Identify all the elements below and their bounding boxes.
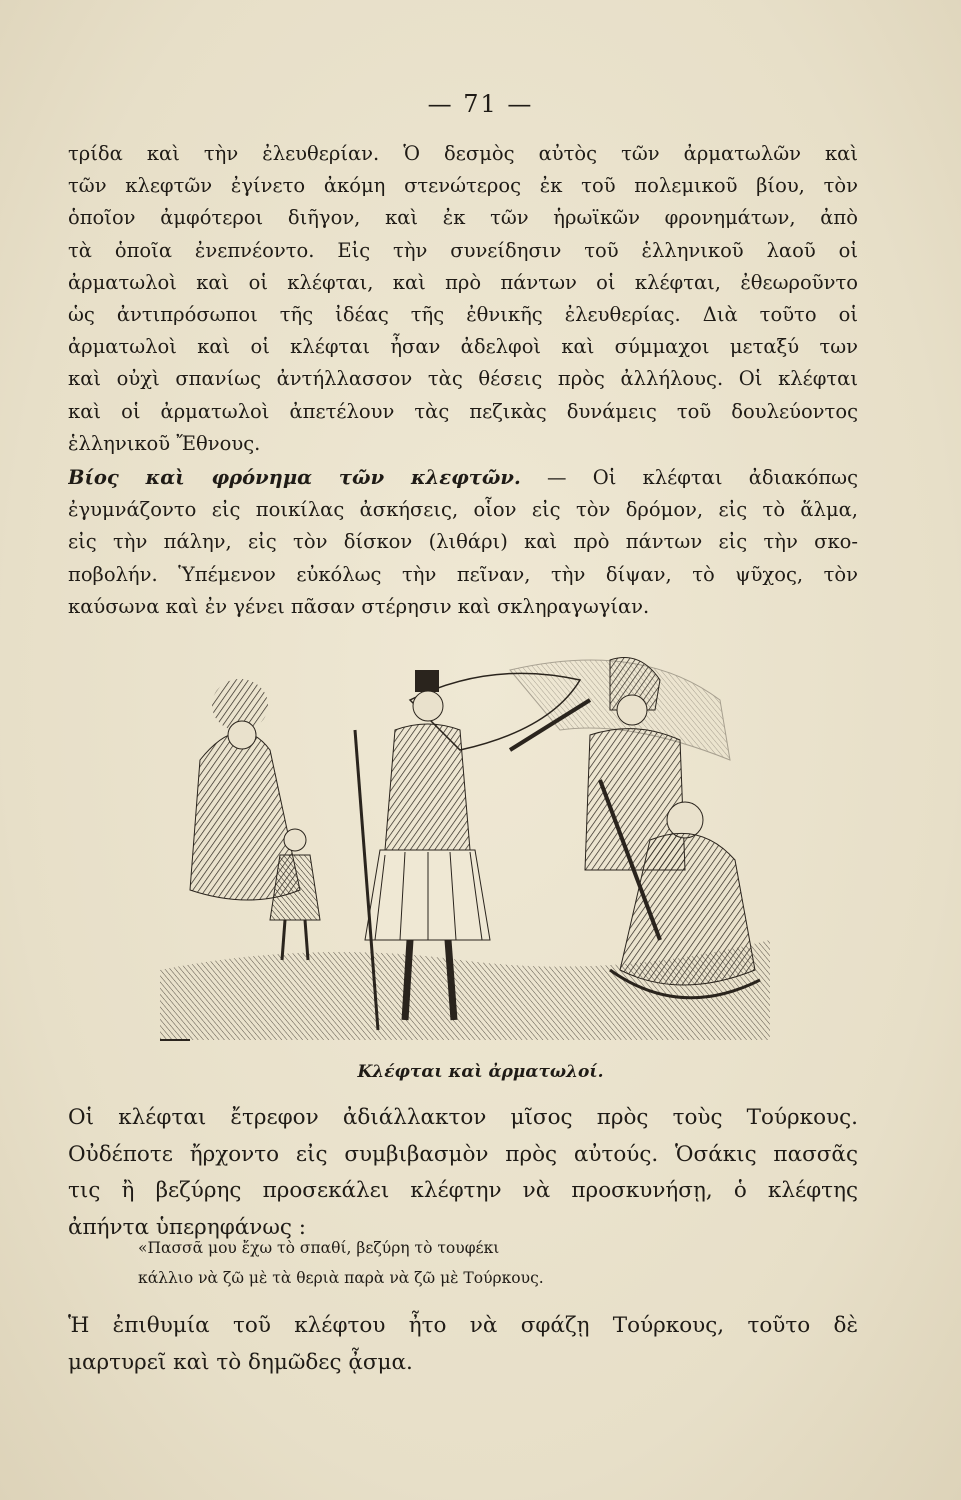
text-line: Οὐδέποτε ἤρχοντο εἰς συμβιβασμὸν πρὸς αὐτούς. Ὁσάκις πασσᾶς bbox=[68, 1141, 858, 1167]
poem-line: «Πασσᾶ μου ἔχω τὸ σπαθί, βεζύρη τὸ τουφέκι bbox=[138, 1239, 500, 1257]
engraving-klephts-armatoloi bbox=[160, 640, 770, 1060]
figure-caption: Κλέφται καὶ ἀρματωλοί. bbox=[357, 1062, 604, 1082]
text-line: ὡς ἀντιπρόσωποι τῆς ἰδέας τῆς ἐθνικῆς ἐλευθερίας. Διὰ τοῦτο οἱ bbox=[68, 303, 858, 327]
text-line: ποβολήν. Ὑπέμενον εὐκόλως τὴν πεῖναν, τὴν δίψαν, τὸ ψῦχος, τὸν bbox=[68, 562, 858, 586]
paragraph-hatred-of-turks bbox=[68, 1100, 858, 1246]
text-line: καὶ οὐχὶ σπανίως ἀντήλλασσον τὰς θέσεις πρὸς ἀλλήλους. Οἱ κλέφται bbox=[68, 367, 858, 391]
text-line: ἑλληνικοῦ Ἔθνους. bbox=[68, 431, 261, 455]
text-line: τὰ ὁποῖα ἐνεπνέοντο. Εἰς τὴν συνείδησιν τοῦ ἑλληνικοῦ λαοῦ οἱ bbox=[68, 238, 858, 262]
text-line: καὶ οἱ ἀρματωλοὶ ἀπετέλουν τὰς πεζικὰς δυνάμεις τοῦ δουλεύοντος bbox=[68, 399, 858, 423]
engraving-illustration bbox=[160, 640, 770, 1060]
page-number: — 71 — bbox=[427, 90, 534, 118]
text-line: μαρτυρεῖ καὶ τὸ δημῶδες ᾆσμα. bbox=[68, 1349, 413, 1375]
paragraph-armatoloi-klephts bbox=[68, 138, 858, 460]
text-line: ἀρματωλοὶ καὶ οἱ κλέφται ἦσαν ἀδελφοὶ καὶ σύμμαχοι μεταξύ των bbox=[68, 335, 858, 359]
paragraph-life-of-klephts bbox=[68, 462, 858, 623]
text-line bbox=[68, 462, 858, 494]
text-line: ἀρματωλοὶ καὶ οἱ κλέφται, καὶ πρὸ πάντων οἱ κλέφται, ἐθεωροῦντο bbox=[68, 270, 858, 294]
poem-quote bbox=[138, 1233, 698, 1293]
section-heading: Βίος καὶ φρόνημα τῶν κλεφτῶν. bbox=[68, 466, 521, 489]
text-line: ὁποῖον ἀμφότεροι διῆγον, καὶ ἐκ τῶν ἡρωϊκῶν φρονημάτων, ἀπὸ bbox=[68, 206, 858, 230]
text-line: ἐγυμνάζοντο εἰς ποικίλας ἀσκήσεις, οἷον εἰς τὸν δρόμον, εἰς τὸ ἅλμα, bbox=[68, 498, 858, 522]
text-line: εἰς τὴν πάλην, εἰς τὸν δίσκον (λιθάρι) καὶ πρὸ πάντων εἰς τὴν σκο- bbox=[68, 530, 858, 554]
text-line: τρίδα καὶ τὴν ἐλευθερίαν. Ὁ δεσμὸς αὐτὸς τῶν ἀρματωλῶν καὶ bbox=[68, 142, 858, 165]
text-line: Οἱ κλέφται ἔτρεφον ἀδιάλλακτον μῖσος πρὸς τοὺς Τούρκους. bbox=[68, 1105, 858, 1130]
poem-line: κάλλιο νὰ ζῶ μὲ τὰ θεριὰ παρὰ νὰ ζῶ μὲ Τούρκους. bbox=[138, 1269, 544, 1287]
text-line: Ἡ ἐπιθυμία τοῦ κλέφτου ἦτο νὰ σφάζῃ Τούρκους, τοῦτο δὲ bbox=[68, 1313, 858, 1338]
paragraph-desire-of-klepht bbox=[68, 1308, 858, 1381]
text-line: τις ἢ βεζύρης προσεκάλει κλέφτην νὰ προσκυνήσῃ, ὁ κλέφτης bbox=[68, 1178, 858, 1203]
text-line: ἀπήντα ὑπερηφάνως : bbox=[68, 1214, 307, 1240]
heading-line-rest: — Οἱ κλέφται ἀδιακόπως bbox=[520, 466, 858, 489]
text-line: τῶν κλεφτῶν ἐγίνετο ἀκόμη στενώτερος ἐκ τοῦ πολεμικοῦ βίου, τὸν bbox=[68, 174, 858, 198]
text-line: καύσωνα καὶ ἐν γένει πᾶσαν στέρησιν καὶ σκληραγωγίαν. bbox=[68, 594, 650, 618]
